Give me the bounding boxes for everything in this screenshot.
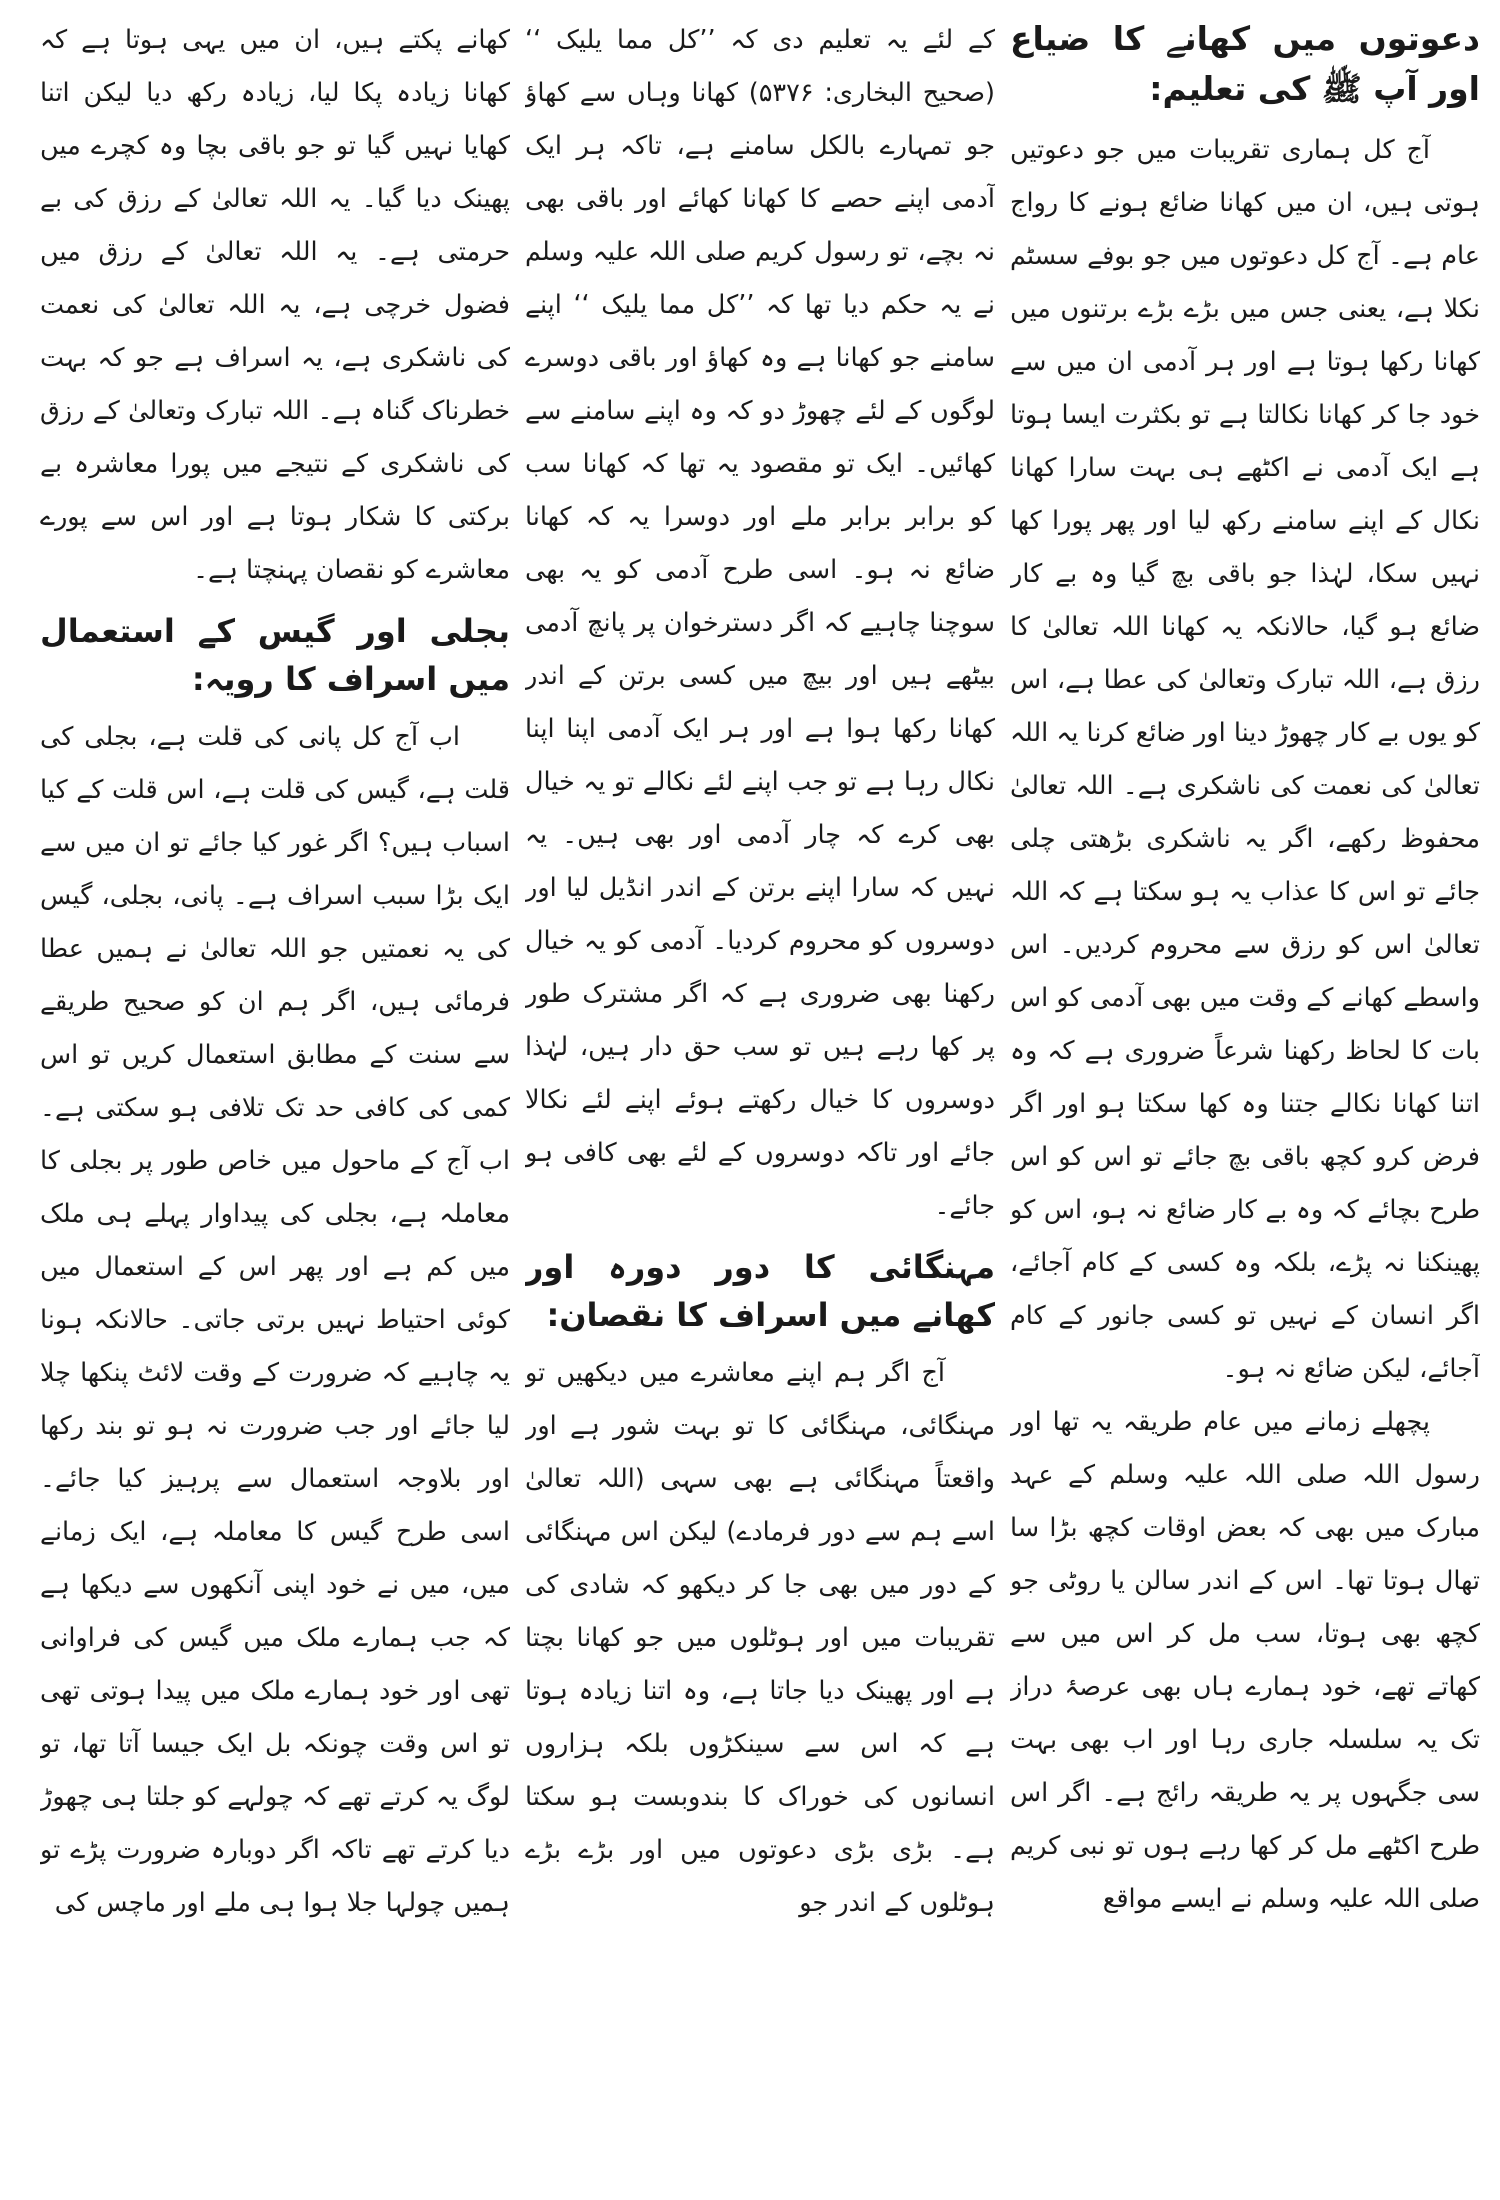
paragraph: کے لئے یہ تعلیم دی کہ ’’کل مما یلیک ‘‘ (صحیح البخاری: ۵۳۷۶) کھانا وہاں سے کھاؤ جو تمہارے بالکل سامنے ہے، تاکہ ہر ایک آدمی اپنے حصے کا کھانا کھائے اور باقی بھی نہ بچے، تو رسول کریم صلی اللہ علیہ وسلم نے یہ حکم دیا تھا کہ ’’کل مما یلیک ‘‘ اپنے سامنے جو کھانا ہے وہ کھاؤ اور باقی دوسرے لوگوں کے لئے چھوڑ دو کہ وہ اپنے سامنے سے کھائیں۔ ایک تو مقصود یہ تھا کہ کھانا سب کو برابر برابر ملے اور دوسرا یہ کہ کھانا ضائع نہ ہو۔ اسی طرح آدمی کو یہ بھی سوچنا چاہیے کہ اگر دسترخوان پر پانچ آدمی بیٹھے ہیں اور بیچ میں کسی برتن کے اندر کھانا رکھا ہوا ہے اور ہر ایک آدمی اپنا اپنا نکال رہا ہے تو جب اپنے لئے نکالے تو یہ خیال بھی کرے کہ چار آدمی اور بھی ہیں۔ یہ نہیں کہ سارا اپنے برتن کے اندر انڈیل لیا اور دوسروں کو محروم کردیا۔ آدمی کو یہ خیال رکھنا بھی ضروری ہے کہ اگر مشترک طور پر کھا رہے ہیں تو سب حق دار ہیں، لہٰذا دوسروں کا خیال رکھتے ہوئے اپنے لئے نکالا جائے اور تاکہ دوسروں کے لئے بھی کافی ہو جائے۔ — [525, 25, 995, 1221]
paragraph: کھانے پکتے ہیں، ان میں یہی ہوتا ہے کہ کھانا زیادہ پکا لیا، زیادہ رکھ دیا لیکن اتنا کھایا نہیں گیا تو جو باقی بچا وہ کچرے میں پھینک دیا گیا۔ یہ اللہ تعالیٰ کے رزق کی بے حرمتی ہے۔ یہ اللہ تعالیٰ کے رزق میں فضول خرچی ہے، یہ اللہ تعالیٰ کی نعمت کی ناشکری ہے، یہ اسراف ہے جو کہ بہت خطرناک گناہ ہے۔ اللہ تبارک وتعالیٰ کے رزق کی ناشکری کے نتیجے میں پورا معاشرہ بے برکتی کا شکار ہوتا ہے اور اس سے پورے معاشرے کو نقصان پہنچتا ہے۔ — [40, 25, 510, 585]
column-left — [40, 14, 510, 2186]
newspaper-page — [20, 14, 1480, 2186]
paragraph: اب آج کل پانی کی قلت ہے، بجلی کی قلت ہے، گیس کی قلت ہے، اس قلت کے کیا اسباب ہیں؟ اگر غور کیا جائے تو ان میں سے ایک بڑا سبب اسراف ہے۔ پانی، بجلی، گیس کی یہ نعمتیں جو اللہ تعالیٰ نے ہمیں عطا فرمائی ہیں، اگر ہم ان کو صحیح طریقے سے سنت کے مطابق استعمال کریں تو اس کمی کی کافی حد تک تلافی ہو سکتی ہے۔ اب آج کے ماحول میں خاص طور پر بجلی کا معاملہ ہے، بجلی کی پیداوار پہلے ہی ملک میں کم ہے اور پھر اس کے استعمال میں کوئی احتیاط نہیں برتی جاتی۔ حالانکہ ہونا یہ چاہیے کہ ضرورت کے وقت لائٹ پنکھا چلا لیا جائے اور جب ضرورت نہ ہو تو بند رکھا اور بلاوجہ استعمال سے پرہیز کیا جائے۔ اسی طرح گیس کا معاملہ ہے، ایک زمانے میں، میں نے خود اپنی آنکھوں سے دیکھا ہے کہ جب ہمارے ملک میں گیس کی فراوانی تھی اور خود ہمارے ملک میں پیدا ہوتی تھی تو اس وقت چونکہ بل ایک جیسا آتا تھا، تو لوگ یہ کرتے تھے کہ چولہے کو جلتا ہی چھوڑ دیا کرتے تھے تاکہ اگر دوبارہ ضرورت پڑے تو ہمیں چولہا جلا ہوا ہی ملے اور ماچس کی — [40, 722, 510, 1918]
paragraph: آج کل ہماری تقریبات میں جو دعوتیں ہوتی ہیں، ان میں کھانا ضائع ہونے کا رواج عام ہے۔ آج کل دعوتوں میں جو بوفے سسٹم نکلا ہے، یعنی جس میں بڑے بڑے برتنوں میں کھانا رکھا ہوتا ہے اور ہر آدمی ان میں سے خود جا کر کھانا نکالتا ہے تو بکثرت ایسا ہوتا ہے ایک آدمی نے اکٹھے ہی بہت سارا کھانا نکال کے اپنے سامنے رکھ لیا اور پھر پورا کھا نہیں سکا، لہٰذا جو باقی بچ گیا وہ بے کار ضائع ہو گیا، حالانکہ یہ کھانا اللہ تعالیٰ کا رزق ہے، اللہ تبارک وتعالیٰ کی عطا ہے، اس کو یوں بے کار چھوڑ دینا اور ضائع کرنا یہ اللہ تعالیٰ کی نعمت کی ناشکری ہے۔ اللہ تعالیٰ محفوظ رکھے، اگر یہ ناشکری بڑھتی چلی جائے تو اس کا عذاب یہ ہو سکتا ہے کہ اللہ تعالیٰ اس کو رزق سے محروم کردیں۔ اس واسطے کھانے کے وقت میں بھی آدمی کو اس بات کا لحاظ رکھنا شرعاً ضروری ہے کہ وہ اتنا کھانا نکالے جتنا وہ کھا سکتا ہو اور اگر فرض کرو کچھ باقی بچ جائے تو اس کو اس طرح بچائے کہ وہ بے کار ضائع نہ ہو، اس کو پھینکنا نہ پڑے، بلکہ وہ کسی کے کام آجائے، اگر انسان کے نہیں تو کسی جانور کے کام آجائے، لیکن ضائع نہ ہو۔ — [1010, 135, 1480, 1384]
article-heading: دعوتوں میں کھانے کا ضیاع اور آپ ﷺ کی تعلیم: — [1010, 19, 1480, 108]
paragraph: آج اگر ہم اپنے معاشرے میں دیکھیں تو مہنگائی، مہنگائی کا تو بہت شور ہے اور واقعتاً مہنگائی ہے بھی سہی (اللہ تعالیٰ اسے ہم سے دور فرمادے) لیکن اس مہنگائی کے دور میں بھی جا کر دیکھو کہ شادی کی تقریبات میں اور ہوٹلوں میں جو کھانا بچتا ہے اور پھینک دیا جاتا ہے، وہ اتنا زیادہ ہوتا ہے کہ اس سے سینکڑوں بلکہ ہزاروں انسانوں کی خوراک کا بندوبست ہو سکتا ہے۔ بڑی بڑی دعوتوں میں اور بڑے بڑے ہوٹلوں کے اندر جو — [525, 1358, 995, 1918]
section-heading: بجلی اور گیس کے استعمال میں اسراف کا رویہ: — [40, 612, 510, 698]
section-heading: مہنگائی کا دور دورہ اور کھانے میں اسراف کا نقصان: — [525, 1248, 995, 1334]
column-right — [1010, 14, 1480, 2186]
column-middle — [525, 14, 995, 2186]
paragraph: پچھلے زمانے میں عام طریقہ یہ تھا اور رسول اللہ صلی اللہ علیہ وسلم کے عہد مبارک میں بھی کہ بعض اوقات کچھ بڑا سا تھال ہوتا تھا۔ اس کے اندر سالن یا روٹی جو کچھ بھی ہوتا، سب مل کر اس میں سے کھاتے تھے، خود ہمارے ہاں بھی عرصۂ دراز تک یہ سلسلہ جاری رہا اور اب بھی بہت سی جگہوں پر یہ طریقہ رائج ہے۔ اگر اس طرح اکٹھے مل کر کھا رہے ہوں تو نبی کریم صلی اللہ علیہ وسلم نے ایسے مواقع — [1010, 1407, 1480, 1914]
